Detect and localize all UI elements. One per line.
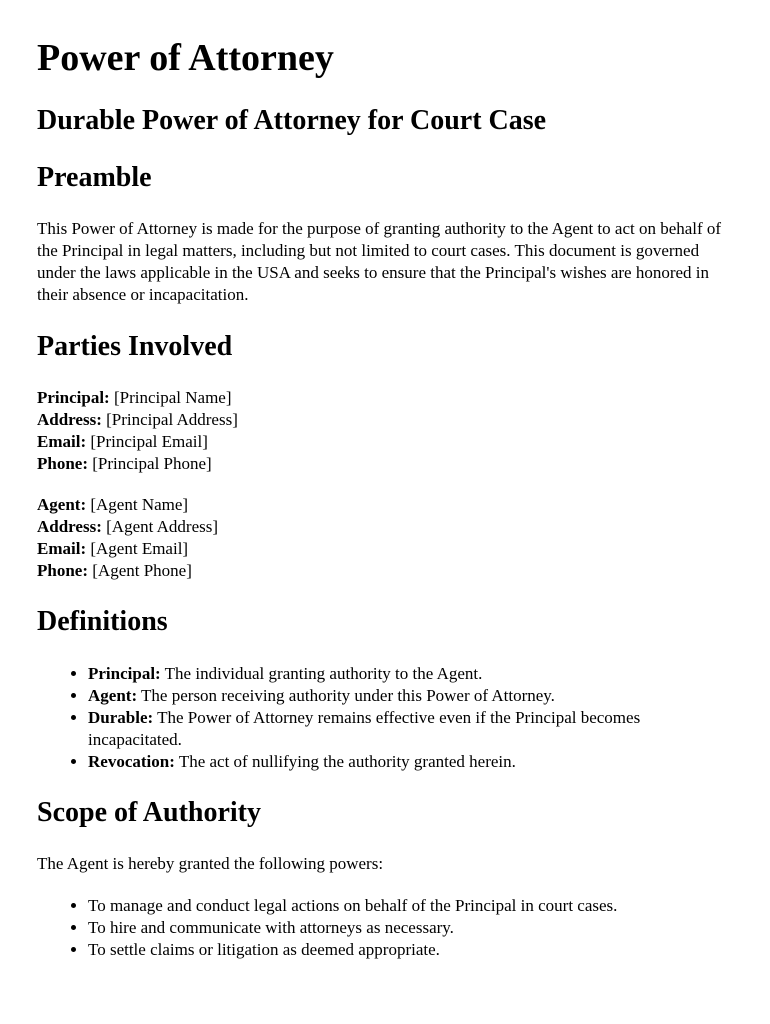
agent-details [37,494,737,582]
definition-item [88,663,737,685]
definitions-list [37,663,737,773]
preamble-heading: Preamble [37,162,152,193]
principal-address-label: Address: [37,410,102,429]
definition-item [88,707,737,751]
agent-email-line [37,538,737,560]
agent-email-value: [Agent Email] [86,539,189,558]
principal-name-value: [Principal Name] [109,388,232,407]
principal-email-label: Email: [37,432,87,451]
document-title: Power of Attorney [37,37,334,79]
definitions-heading: Definitions [37,606,168,637]
agent-name-label: Agent: [37,495,87,514]
definition-term: Principal: [88,664,161,683]
agent-phone-label: Phone: [37,561,88,580]
principal-phone-line [37,453,737,475]
definition-text: The Power of Attorney remains effective even if the Principal becomes incapacitated. [88,708,641,749]
principal-name-line [37,387,737,409]
principal-email-value: [Principal Email] [86,432,208,451]
definition-item [88,751,737,773]
scope-heading: Scope of Authority [37,797,261,828]
agent-phone-line [37,560,737,582]
power-item: • To manage and conduct legal actions on behalf of the Principal in court cases. [88,895,737,917]
principal-address-value: [Principal Address] [101,410,238,429]
definition-item [88,685,737,707]
agent-email-label: Email: [37,539,87,558]
agent-name-line [37,494,737,516]
parties-heading: Parties Involved [37,331,233,362]
definition-text: The individual granting authority to the Agent. [160,664,483,683]
definition-term: Revocation: [88,752,175,771]
agent-address-line [37,516,737,538]
agent-name-value: [Agent Name] [86,495,189,514]
agent-address-value: [Agent Address] [101,517,219,536]
agent-address-label: Address: [37,517,102,536]
scope-intro: The Agent is hereby granted the following powers: [37,854,384,873]
principal-phone-value: [Principal Phone] [88,454,212,473]
power-item: • To hire and communicate with attorneys as necessary. [88,917,737,939]
scope-powers-list [37,895,737,961]
definition-term: Agent: [88,686,138,705]
definition-text: The act of nullifying the authority granted herein. [174,752,516,771]
power-item: • To settle claims or litigation as deemed appropriate. [88,939,737,961]
definition-term: Durable: [88,708,154,727]
preamble-text: This Power of Attorney is made for the purpose of granting authority to the Agent to act on behalf of the Principal in legal matters, including but not limited to court cases. This document is governed under the laws applicable in the USA and seeks to ensure that the Principal's wishes are honored in their absence or incapacitation. [37,219,722,304]
principal-name-label: Principal: [37,388,110,407]
principal-details [37,387,737,475]
principal-address-line [37,409,737,431]
principal-phone-label: Phone: [37,454,88,473]
document-subtitle: Durable Power of Attorney for Court Case [37,105,547,136]
agent-phone-value: [Agent Phone] [88,561,192,580]
definition-text: The person receiving authority under this Power of Attorney. [137,686,555,705]
principal-email-line [37,431,737,453]
